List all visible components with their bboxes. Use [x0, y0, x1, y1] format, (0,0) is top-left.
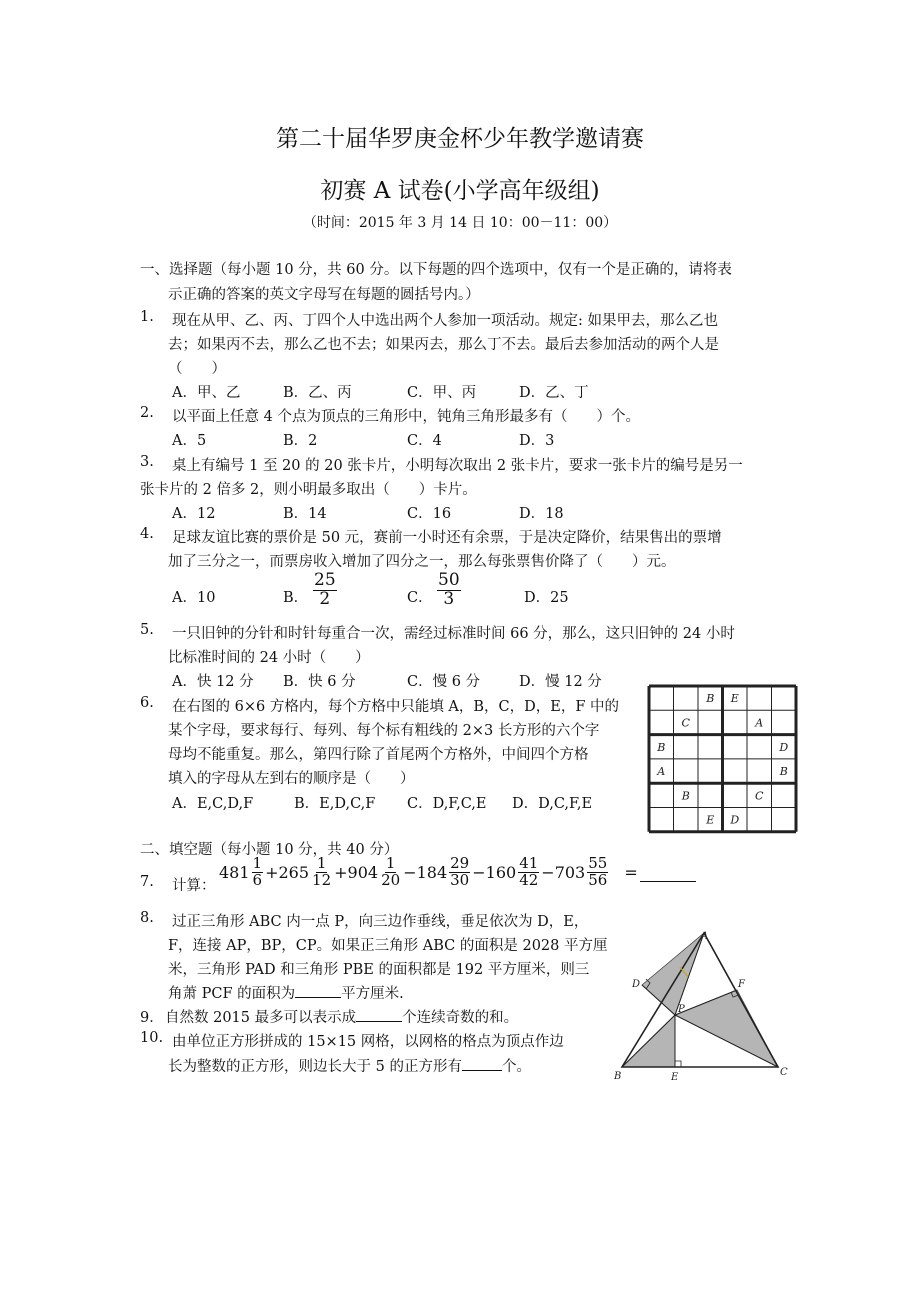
q9-answer-blank[interactable] — [356, 1007, 402, 1022]
q2-option-c: C．4 — [407, 433, 442, 449]
q7-term-3-numerator: 1 — [385, 854, 396, 872]
q8-text-line2: F，连接 AP，BP，CP。如果正三角形 ABC 的面积是 2028 平方厘 — [168, 938, 608, 954]
q2-option-d: D．3 — [519, 433, 555, 449]
q9-text-pre: 自然数 2015 最多可以表示成 — [165, 1010, 357, 1026]
q1-option-a: A．甲、乙 — [172, 385, 241, 401]
grid-cell-letter: D — [779, 740, 789, 754]
q1-text-line1: 现在从甲、乙、丙、丁四个人中选出两个人参加一项活动。规定: 如果甲去，那么乙也 — [172, 313, 718, 329]
q2-option-b: B．2 — [283, 433, 318, 449]
q7-term-4 — [403, 856, 472, 889]
q7-term-1-numerator: 1 — [252, 854, 263, 872]
grid-cell-letter: C — [755, 789, 764, 803]
shaded-regions — [622, 933, 778, 1067]
section1-heading: 一、选择题（每小题 10 分，共 60 分。以下每题的四个选项中，仅有一个是正确的，请将表 — [140, 262, 732, 278]
grid-cell-letter: D — [730, 813, 740, 827]
q7-term-6-denominator: 56 — [588, 870, 608, 889]
q7-term-1 — [219, 856, 265, 889]
q8-text-line1: 过正三角形 ABC 内一点 P，向三边作垂线，垂足依次为 D，E， — [172, 914, 589, 930]
label-c: C — [780, 1067, 788, 1078]
grid-cell-letter: C — [681, 716, 690, 730]
q7-term-5-numerator: 41 — [519, 854, 539, 872]
grid-cell-letter: B — [779, 765, 788, 779]
q7-expression — [219, 856, 696, 889]
q7-term-2-sign: + — [265, 862, 279, 882]
q10-text-line2 — [168, 1055, 531, 1076]
q8-text-line4-pre: 角萧 PCF 的面积为 — [168, 986, 296, 1002]
q6-number: 6. — [140, 695, 154, 711]
shaded-triangle-pcf — [675, 990, 778, 1067]
q7-term-6-whole: 703 — [554, 862, 586, 882]
exam-title: 第二十届华罗庚金杯少年教学邀请赛 — [276, 126, 644, 152]
q7-term-5-sign: − — [472, 862, 486, 882]
q7-term-6 — [541, 856, 610, 889]
section1-heading-cont: 示正确的答案的英文字母写在每题的圆括号内。） — [168, 287, 480, 303]
grid-cell-letter: E — [730, 692, 739, 706]
q4-option-b-fraction — [311, 572, 339, 609]
q9-text — [165, 1006, 518, 1027]
q4-option-c-label: C． — [407, 590, 433, 606]
q7-term-6-sign: − — [541, 862, 555, 882]
label-b: B — [614, 1071, 622, 1082]
q3-text-line2: 张卡片的 2 倍多 2，则小明最多取出（ ）卡片。 — [140, 482, 477, 498]
q4-option-c-fraction — [435, 572, 463, 609]
q7-term-4-sign: − — [403, 862, 417, 882]
q6-option-b: B．E,D,C,F — [294, 796, 376, 812]
q9-number: 9． — [140, 1010, 164, 1026]
q4-b-denominator: 2 — [319, 588, 331, 609]
q5-number: 5. — [140, 622, 154, 638]
q10-text-line2-post: 个。 — [501, 1059, 531, 1075]
q8-text-line3: 米，三角形 PAD 和三角形 PBE 的面积都是 192 平方厘米，则三 — [168, 962, 590, 978]
label-a: A — [701, 931, 709, 942]
q7-term-3-denominator: 20 — [381, 870, 401, 889]
q8-number: 8. — [140, 910, 154, 926]
q4-b-numerator: 25 — [314, 570, 336, 590]
q7-term-1-whole: 481 — [219, 862, 250, 882]
q5-option-a: A．快 12 分 — [172, 674, 254, 690]
q2-number: 2. — [140, 405, 154, 421]
q4-c-numerator: 50 — [438, 570, 460, 590]
q7-term-5 — [472, 856, 541, 889]
grid-cell-letter: B — [706, 692, 715, 706]
q7-equals: = — [624, 862, 638, 882]
exam-time: （时间：2015 年 3 月 14 日 10：00－11：00） — [302, 215, 618, 231]
q5-text-line2: 比标准时间的 24 小时（ ） — [168, 650, 370, 666]
q7-term-2-denominator: 12 — [312, 870, 332, 889]
q5-option-c: C．慢 6 分 — [407, 674, 481, 690]
grid-cell-letter: A — [657, 765, 666, 779]
q4-text-line1: 足球友谊比赛的票价是 50 元，赛前一小时还有余票，于是决定降价，结果售出的票增 — [172, 530, 722, 546]
grid-cell-letter: A — [755, 716, 764, 730]
q7-term-6-numerator: 55 — [588, 854, 608, 872]
q3-option-d: D．18 — [519, 506, 564, 522]
q2-option-a: A．5 — [172, 433, 207, 449]
q8-answer-blank[interactable] — [295, 983, 341, 998]
q7-term-4-numerator: 29 — [450, 854, 470, 872]
q2-text: 以平面上任意 4 个点为顶点的三角形中，钝角三角形最多有（ ）个。 — [172, 409, 640, 425]
q4-option-a: A．10 — [172, 590, 216, 606]
q7-term-5-whole: 160 — [485, 862, 517, 882]
label-f: F — [738, 979, 745, 990]
grid-cell-letter: B — [657, 740, 666, 754]
q6-text-line3: 母均不能重复。那么，第四行除了首尾两个方格外，中间四个方格 — [168, 747, 589, 763]
q5-option-d: D．慢 12 分 — [519, 674, 602, 690]
q6-option-a: A．E,C,D,F — [172, 796, 254, 812]
q4-text-line2: 加了三分之一，而票房收入增加了四分之一，那么每张票售价降了（ ）元。 — [168, 554, 676, 570]
q6-option-d: D．D,C,F,E — [512, 796, 593, 812]
q4-c-denominator: 3 — [443, 588, 455, 609]
q7-answer-blank[interactable] — [640, 863, 696, 882]
q9-text-post: 个连续奇数的和。 — [402, 1010, 519, 1026]
q3-option-c: C．16 — [407, 506, 452, 522]
q7-term-4-whole: 184 — [416, 862, 448, 882]
q5-text-line1: 一只旧钟的分针和时针每重合一次，需经过标准时间 66 分，那么，这只旧钟的 24 小时 — [172, 626, 735, 642]
label-p: P — [678, 1004, 685, 1015]
q7-number: 7. — [140, 874, 154, 890]
q10-text-line2-pre: 长为整数的正方形，则边长大于 5 的正方形有 — [168, 1059, 462, 1075]
q1-answer-bracket: （ ） — [168, 361, 226, 377]
q10-number: 10. — [140, 1030, 164, 1046]
exam-subtitle: 初赛 A 试卷(小学高年级组) — [320, 178, 600, 204]
q7-label: 计算： — [172, 878, 216, 894]
q8-text-line4 — [168, 982, 404, 1003]
q3-text-line1: 桌上有编号 1 至 20 的 20 张卡片，小明每次取出 2 张卡片，要求一张卡片的编号是另一 — [172, 458, 743, 474]
q7-term-2 — [265, 856, 334, 889]
triangle-figure — [610, 925, 800, 1085]
q1-option-b: B．乙、丙 — [283, 385, 352, 401]
q10-text-line1: 由单位正方形拼成的 15×15 网格，以网格的格点为顶点作边 — [172, 1034, 564, 1050]
q1-option-d: D．乙、丁 — [519, 385, 589, 401]
q7-term-4-denominator: 30 — [450, 870, 470, 889]
q7-term-3-whole: 904 — [347, 862, 379, 882]
q3-option-b: B．14 — [283, 506, 327, 522]
q7-term-3 — [334, 856, 403, 889]
q4-option-b-label: B． — [283, 590, 309, 606]
q3-option-a: A．12 — [172, 506, 216, 522]
grid-cell-letter: B — [681, 789, 690, 803]
q6-text-line2: 某个字母，要求每行、每列、每个标有粗线的 2×3 长方形的六个字 — [168, 723, 600, 739]
q10-answer-blank[interactable] — [462, 1056, 502, 1071]
latin-square-grid-figure — [646, 683, 800, 835]
section2-heading: 二、填空题（每小题 10 分，共 40 分） — [140, 842, 399, 858]
q7-term-2-whole: 265 — [278, 862, 310, 882]
q6-text-line4: 填入的字母从左到右的顺序是（ ） — [168, 771, 415, 787]
q7-term-1-denominator: 6 — [252, 870, 263, 889]
q4-option-d: D．25 — [524, 590, 569, 606]
right-angle-mark-e — [675, 1061, 681, 1067]
label-e: E — [671, 1072, 679, 1083]
q1-option-c: C．甲、丙 — [407, 385, 477, 401]
q6-text-line1: 在右图的 6×6 方格内，每个方格中只能填 A，B，C，D，E，F 中的 — [172, 699, 620, 715]
label-d: D — [632, 979, 641, 990]
q3-number: 3. — [140, 454, 154, 470]
q4-number: 4. — [140, 526, 154, 542]
q1-number: 1. — [140, 309, 154, 325]
q5-option-b: B．快 6 分 — [283, 674, 356, 690]
q1-text-line2: 去；如果丙不去，那么乙也不去；如果丙去，那么丁不去。最后去参加活动的两个人是 — [168, 337, 719, 353]
q7-term-3-sign: + — [334, 862, 348, 882]
q7-term-2-numerator: 1 — [316, 854, 327, 872]
q7-term-5-denominator: 42 — [519, 870, 539, 889]
shaded-triangle-pad — [642, 933, 704, 1015]
grid-cell-letter: E — [706, 813, 715, 827]
q8-text-line4-post: 平方厘米. — [341, 986, 404, 1002]
q6-option-c: C．D,F,C,E — [407, 796, 487, 812]
